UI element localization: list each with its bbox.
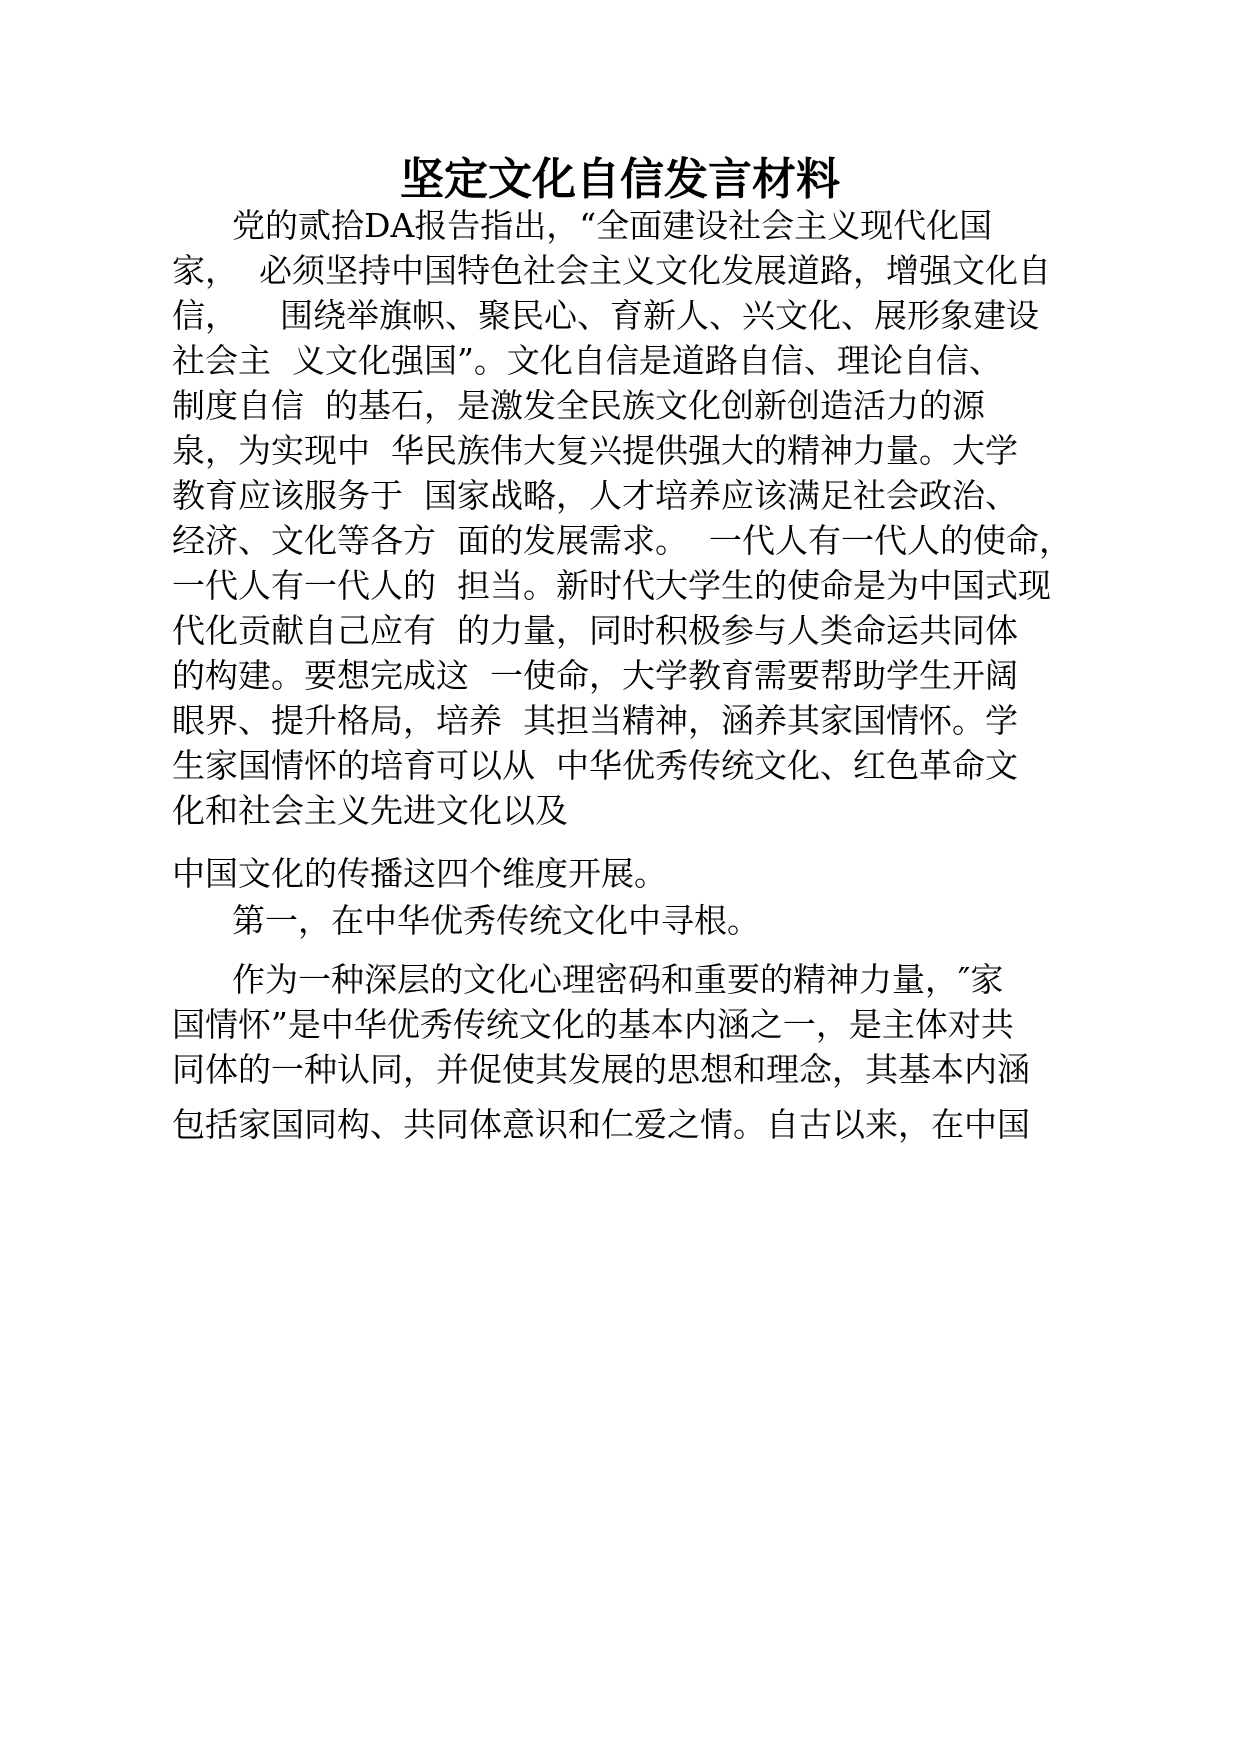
paragraph-line: 泉，为实现中 华民族伟大复兴提供强大的精神力量。大学 (172, 431, 1018, 470)
paragraph-line: 制度自信 的基石，是激发全民族文化创新创造活力的源 (172, 386, 985, 425)
paragraph-line: 教育应该服务于 国家战略，人才培养应该满足社会政治、 (172, 476, 1018, 515)
paragraph-line: 化和社会主义先进文化以及 (172, 791, 568, 830)
paragraph-line: 国情怀”是中华优秀传统文化的基本内涵之一，是主体对共 (172, 1005, 1014, 1044)
paragraph-line: 眼界、提升格局，培养 其担当精神，涵养其家国情怀。学 (172, 701, 1018, 740)
document-title: 坚定文化自信发言材料 (400, 154, 840, 205)
paragraph-line: 生家国情怀的培育可以从 中华优秀传统文化、红色革命文 (172, 746, 1018, 785)
section-heading: 第一，在中华优秀传统文化中寻根。 (232, 901, 760, 940)
paragraph-line: 信， 围绕举旗帜、聚民心、育新人、兴文化、展形象建设 (172, 296, 1039, 335)
paragraph-line: 作为一种深层的文化心理密码和重要的精神力量，″家 (232, 960, 1004, 999)
paragraph-line: 代化贡献自己应有 的力量，同时积极参与人类命运共同体 (172, 611, 1018, 650)
paragraph-line: 党的贰拾DA报告指出，“全面建设社会主义现代化国 (232, 206, 993, 245)
paragraph-line: 同体的一种认同，并促使其发展的思想和理念，其基本内涵 (172, 1050, 1030, 1089)
paragraph-line: 社会主 义文化强国”。文化自信是道路自信、理论自信、 (172, 341, 1002, 380)
paragraph-line: 中国文化的传播这四个维度开展。 (172, 854, 667, 893)
paragraph-line: 一代人有一代人的 担当。新时代大学生的使命是为中国式现 (172, 566, 1051, 605)
paragraph-line: 经济、文化等各方 面的发展需求。 一代人有一代人的使命， (172, 521, 1072, 560)
paragraph-line: 的构建。要想完成这 一使命，大学教育需要帮助学生开阔 (172, 656, 1018, 695)
paragraph-line: 包括家国同构、共同体意识和仁爱之情。自古以来，在中国 (172, 1105, 1030, 1144)
paragraph-line: 家， 必须坚持中国特色社会主义文化发展道路，增强文化自 (172, 251, 1051, 290)
